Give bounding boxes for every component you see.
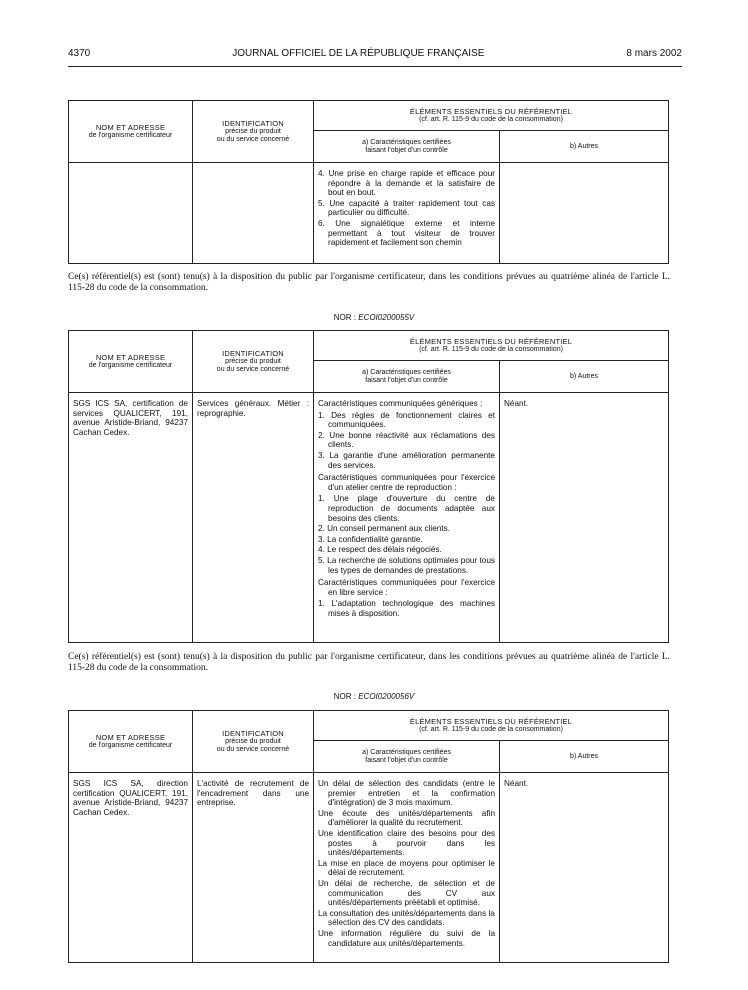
cell-caracteristiques: [314, 393, 500, 643]
header-elements: ÉLÉMENTS ESSENTIELS DU RÉFÉRENTIEL (cf. art. R. 115-9 du code de la consommation): [314, 101, 669, 131]
group-title: Caractéristiques communiquées pour l'exercice d'un atelier centre de reproduction :: [318, 473, 495, 492]
list-item: La mise en place de moyens pour optimiser le délai de recrutement.: [318, 858, 495, 878]
header-organisme: NOM ET ADRESSE de l'organisme certificateur: [69, 711, 193, 773]
cell-organisme: [69, 163, 193, 264]
cell-identification: [193, 163, 314, 264]
cell-identification: Services généraux. Métier : reprographie.: [193, 393, 314, 643]
nor-reference-1: NOR : ECOI0200055V: [333, 313, 415, 322]
header-caracteristiques: a) Caractéristiques certifiées faisant l'objet d'un contrôle: [314, 741, 500, 773]
header-autres: b) Autres: [500, 741, 669, 773]
list-item: 6. Une signalétique externe et interne permettant à tout visiteur de trouver rapidement et facilement son chemin: [318, 218, 495, 248]
header-organisme: NOM ET ADRESSE de l'organisme certificateur: [69, 101, 193, 163]
nor-reference-2: NOR : ECOI0200056V: [333, 692, 415, 701]
list-item: 2. Un conseil permanent aux clients.: [318, 524, 450, 534]
header-elements: ÉLÉMENTS ESSENTIELS DU RÉFÉRENTIEL (cf. art. R. 115-9 du code de la consommation): [314, 331, 669, 361]
list-item: 1. Des règles de fonctionnement claires et communiquées.: [318, 410, 495, 430]
list-item: 2. Une bonne réactivité aux réclamations des clients.: [318, 430, 495, 450]
cell-caracteristiques: [314, 163, 500, 264]
header-elements: ÉLÉMENTS ESSENTIELS DU RÉFÉRENTIEL (cf. art. R. 115-9 du code de la consommation): [314, 711, 669, 741]
referentiel-table-3: [68, 710, 669, 963]
header-caracteristiques: a) Caractéristiques certifiées faisant l'objet d'un contrôle: [314, 131, 500, 163]
list-item: Une écoute des unités/départements afin d'améliorer la qualité du recrutement.: [318, 808, 495, 828]
list-item: 4. Le respect des délais négociés.: [318, 545, 442, 555]
list-item: 4. Une prise en charge rapide et efficace pour répondre à la demande et la satisfaire de bout en bout.: [318, 169, 495, 198]
page-header: [68, 48, 682, 59]
referentiel-table-2: [68, 330, 669, 643]
header-autres: b) Autres: [500, 361, 669, 393]
availability-note-2: Ce(s) référentiel(s) est (sont) tenu(s) à la disposition du public par l'organisme certificateur, dans les conditions prévues au quatrième alinéa de l'article L. 115-28 du code de la consommation.: [68, 652, 670, 673]
list-item: 5. Une capacité à traiter rapidement tout cas particulier ou difficulté.: [318, 198, 495, 218]
cell-autres: [500, 163, 669, 264]
cell-caracteristiques: [314, 773, 500, 963]
group-title: Caractéristiques communiquées génériques :: [318, 399, 483, 408]
referentiel-table-1: [68, 100, 669, 264]
cell-autres: Néant.: [500, 393, 669, 643]
cell-autres: Néant.: [500, 773, 669, 963]
journal-title: JOURNAL OFFICIEL DE LA RÉPUBLIQUE FRANÇAISE: [232, 48, 485, 59]
availability-note-1: Ce(s) référentiel(s) est (sont) tenu(s) à la disposition du public par l'organisme certificateur, dans les conditions prévues au quatrième alinéa de l'article L. 115-28 du code de la consommation.: [68, 272, 670, 293]
header-organisme: NOM ET ADRESSE de l'organisme certificateur: [69, 331, 193, 393]
list-item: La consultation des unités/départements dans la sélection des CV des candidats.: [318, 908, 495, 928]
list-item: Un délai de recherche, de sélection et de communication des CV aux unités/départements préétabli et optimisé.: [318, 878, 495, 908]
list-item: 5. La recherche de solutions optimales pour tous les types de demandes de prestations.: [318, 555, 495, 575]
list-item: Un délai de sélection des candidats (entre le premier entretien et la confirmation d'intégration) de 3 mois maximum.: [318, 779, 495, 808]
page-number: 4370: [68, 48, 91, 59]
publication-date: 8 mars 2002: [626, 48, 682, 59]
group-title: Caractéristiques communiquées pour l'exercice en libre service :: [318, 578, 495, 597]
cell-organisme: SGS ICS SA, direction certification QUALICERT, 191, avenue Aristide-Briand, 94237 Cachan Cedex.: [69, 773, 193, 963]
cell-organisme: SGS ICS SA, certification de services QUALICERT, 191, avenue Aristide-Briand, 94237 Cachan Cedex.: [69, 393, 193, 643]
header-identification: IDENTIFICATION précise du produit ou du service concerné: [193, 101, 314, 163]
header-identification: IDENTIFICATION précise du produit ou du service concerné: [193, 331, 314, 393]
list-item: 1. Une plage d'ouverture du centre de reproduction de documents adaptée aux besoins des clients.: [318, 494, 495, 523]
list-item: 3. La confidentialité garantie.: [318, 534, 423, 544]
list-item: Une information régulière du suivi de la candidature aux unités/départements.: [318, 928, 495, 948]
header-rule: [68, 66, 682, 67]
list-item: 3. La garantie d'une amélioration permanente des services.: [318, 450, 495, 470]
header-autres: b) Autres: [500, 131, 669, 163]
list-item: 1. L'adaptation technologique des machines mises à disposition.: [318, 599, 495, 618]
header-identification: IDENTIFICATION précise du produit ou du service concerné: [193, 711, 314, 773]
header-caracteristiques: a) Caractéristiques certifiées faisant l'objet d'un contrôle: [314, 361, 500, 393]
cell-identification: L'activité de recrutement de l'encadrement dans une entreprise.: [193, 773, 314, 963]
list-item: Une identification claire des besoins pour des postes à pourvoir dans les unités/départements.: [318, 828, 495, 858]
